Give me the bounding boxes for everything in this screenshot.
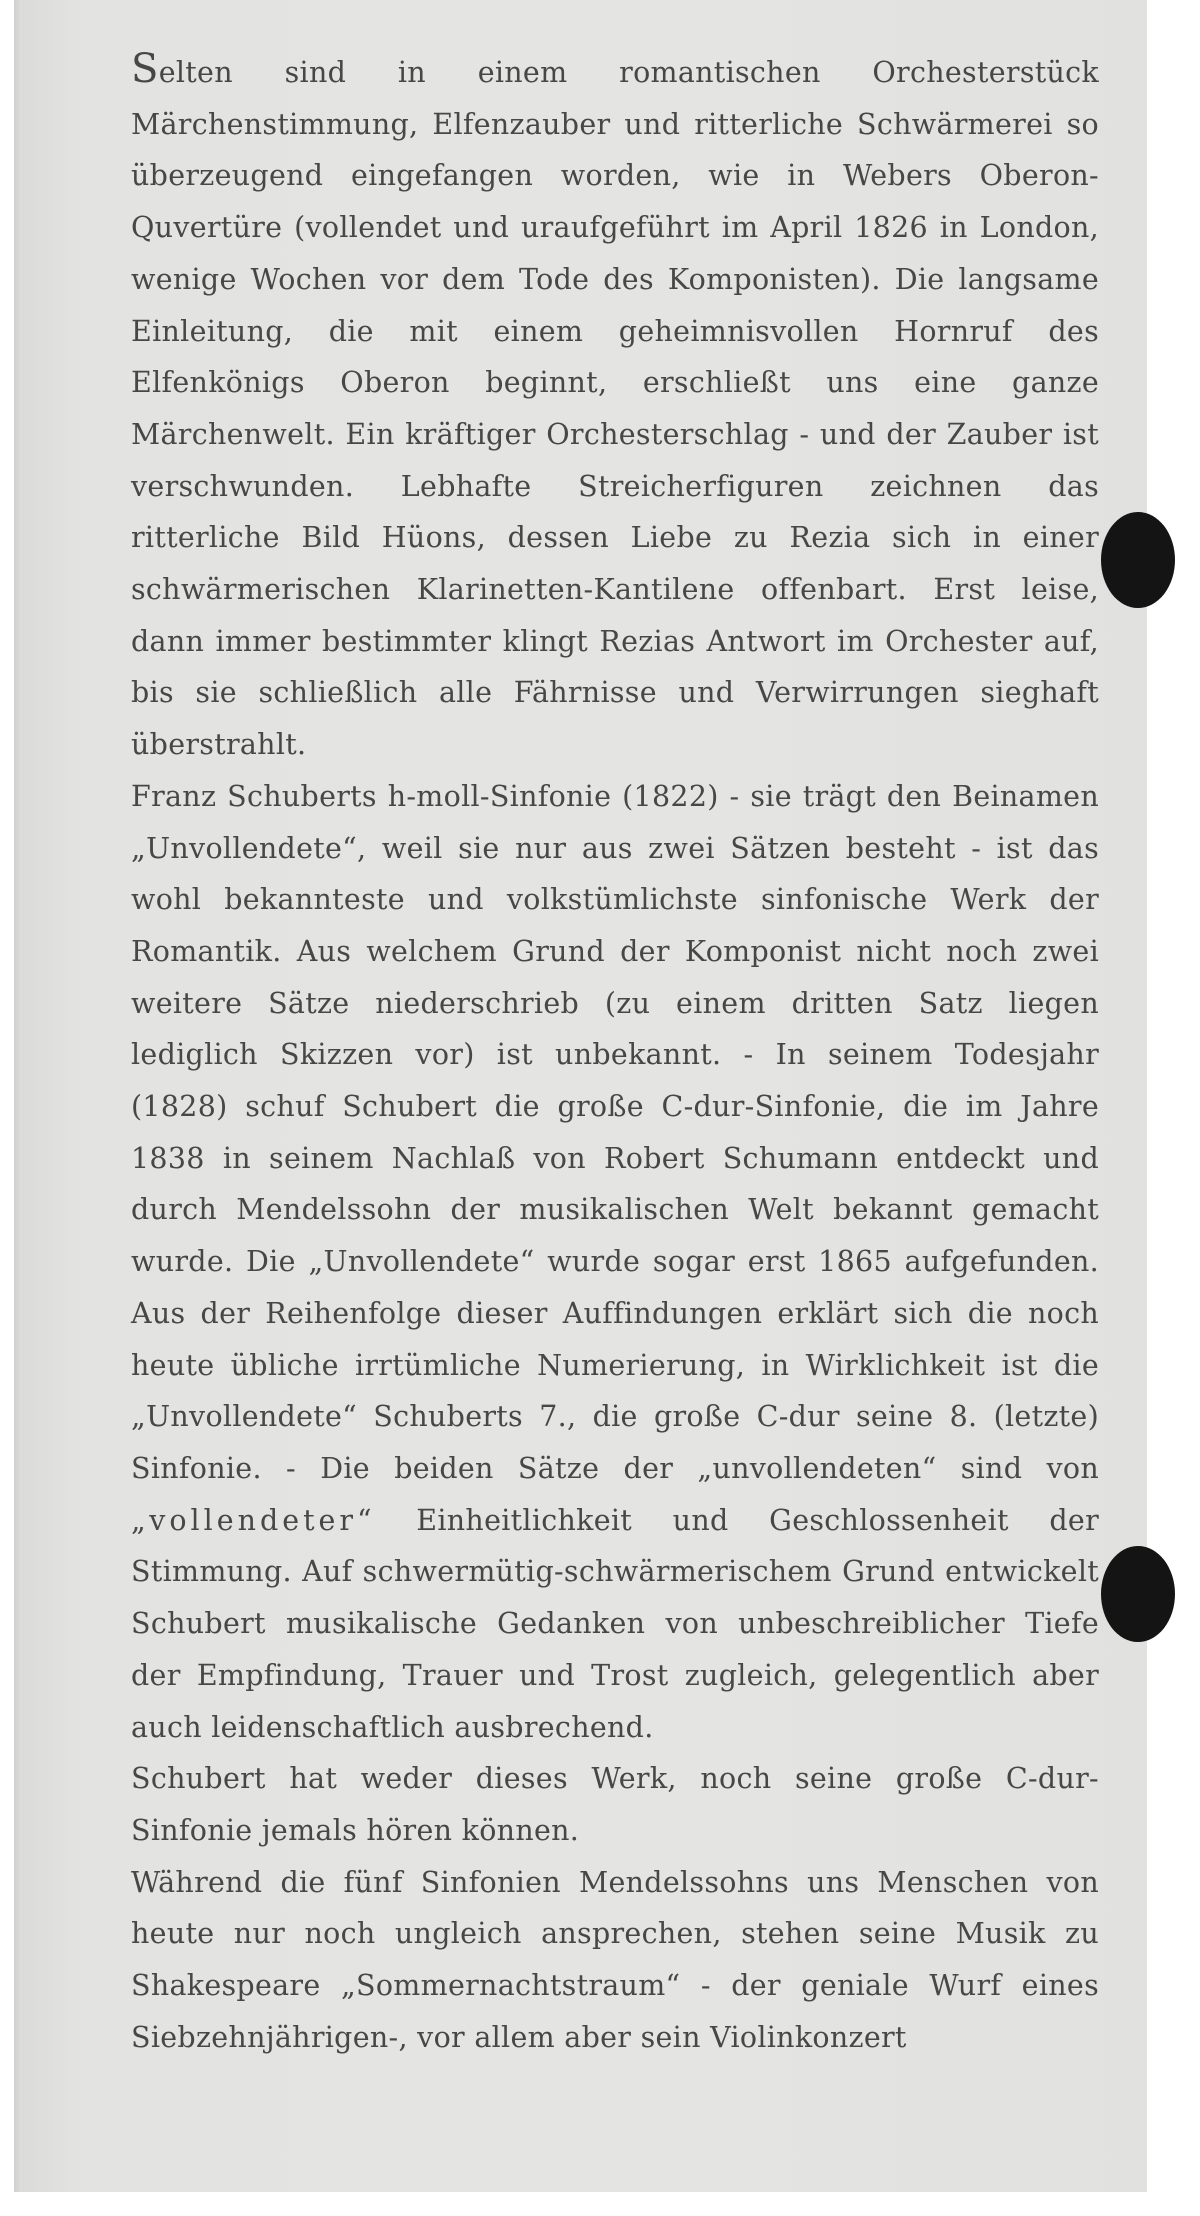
- punch-hole-upper: [1101, 512, 1175, 608]
- paragraph-mendelssohn: Während die fünf Sinfonien Mendelssohns uns Menschen von heute nur noch ungleich ansprechen, stehen seine Musik zu Shakespeare „Sommernachtstraum“ - der geniale Wurf eines Siebzehnjährigen-, vor allem aber sein Violinkonzert: [131, 1865, 1099, 2054]
- page-left-edge: [14, 0, 22, 2192]
- paragraph-schubert-note: Schubert hat weder dieses Werk, noch seine große C-dur-Sinfonie jemals hören können.: [131, 1762, 1099, 1847]
- drop-cap: S: [131, 46, 159, 92]
- bottom-margin: [0, 2192, 1200, 2216]
- paragraph-schubert: [131, 771, 1099, 1753]
- paragraph-schubert-cont: Einheitlichkeit und Geschlossenheit der Stimmung. Auf schwermütig-schwärmerischem Grund entwickelt Schubert musikalische Gedanken von unbeschreiblicher Tiefe der Empfindung, Trauer und Trost zugleich, gelegentlich aber auch leidenschaftlich ausbrechend.: [131, 1503, 1099, 1744]
- paragraph-oberon-text: elten sind in einem romantischen Orchesterstück Märchenstimmung, Elfenzauber und ritterliche Schwärmerei so überzeugend eingefangen worden, wie in Webers Oberon-Quvertüre (vollendet und uraufgeführt im April 1826 in London, wenige Wochen vor dem Tode des Komponisten). Die langsame Einleitung, die mit einem geheimnisvollen Hornruf des Elfenkönigs Oberon beginnt, erschließt uns eine ganze Märchenwelt. Ein kräftiger Orchesterschlag - und der Zauber ist verschwunden. Lebhafte Streicherfiguren zeichnen das ritterliche Bild Hüons, dessen Liebe zu Rezia sich in einer schwärmerischen Klarinetten-Kantilene offenbart. Erst leise, dann immer bestimmter klingt Rezias Antwort im Orchester auf, bis sie schließlich alle Fährnisse und Verwirrungen sieghaft überstrahlt.: [131, 56, 1099, 762]
- text-block: [131, 44, 1099, 2063]
- punch-hole-lower: [1101, 1546, 1175, 1642]
- paragraph-oberon: [131, 44, 1099, 771]
- spaced-emphasis: „vollendeter“: [131, 1503, 376, 1537]
- page: [14, 0, 1147, 2192]
- paragraph-schubert-text: Franz Schuberts h-moll-Sinfonie (1822) - sie trägt den Beinamen „Unvollendete“, weil sie nur aus zwei Sätzen besteht - ist das wohl bekannteste und volkstümlichste sinfonische Werk der Romantik. Aus welchem Grund der Komponist nicht noch zwei weitere Sätze niederschrieb (zu einem dritten Satz liegen lediglich Skizzen vor) ist unbekannt. - In seinem Todesjahr (1828) schuf Schubert die große C-dur-Sinfonie, die im Jahre 1838 in seinem Nachlaß von Robert Schumann entdeckt und durch Mendelssohn der musikalischen Welt bekannt gemacht wurde. Die „Unvollendete“ wurde sogar erst 1865 aufgefunden. Aus der Reihenfolge dieser Auffindungen erklärt sich die noch heute übliche irrtümliche Numerierung, in Wirklichkeit ist die „Unvollendete“ Schuberts 7., die große C-dur seine 8. (letzte) Sinfonie. - Die beiden Sätze der „unvollendeten“ sind von: [131, 779, 1099, 1485]
